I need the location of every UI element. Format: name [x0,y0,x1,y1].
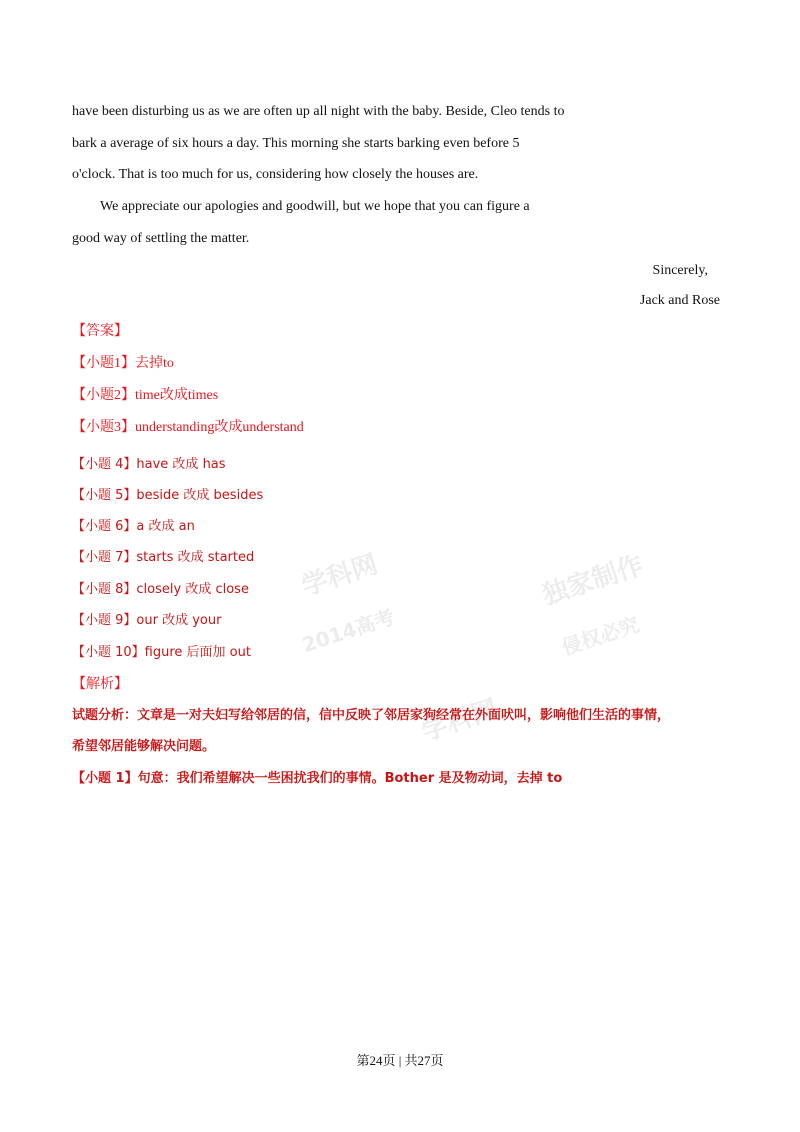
answer-item: 【小题 9】our 改成 your [72,613,222,628]
analysis-line: 试题分析：文章是一对夫妇写给邻居的信，信中反映了邻居家狗经常在外面吠叫，影响他们生活的事情， [72,708,671,723]
page-number: 第24页 | 共27页 [356,1053,444,1068]
letter-line: o'clock. That is too much for us, considering how closely the houses are. [72,167,479,182]
letter-line: We appreciate our apologies and goodwill, but we hope that you can figure a [100,199,530,214]
letter-line: bark a average of six hours a day. This morning she starts barking even before 5 [72,136,520,151]
answer-item: 【小题 10】figure 后面加 out [72,645,251,660]
watermark: 独家制作 [538,550,647,612]
letter-signature: Jack and Rose [639,293,720,308]
answer-item: 【小题3】understanding改成understand [72,420,304,435]
watermark: 学科网 [418,694,502,748]
analysis-heading: 【解析】 [72,676,128,692]
answer-item: 【小题2】time改成times [72,388,219,403]
answer-item: 【小题 6】a 改成 an [72,519,195,534]
answer-item: 【小题 7】starts 改成 started [72,550,255,565]
letter-line: have been disturbing us as we are often up all night with the baby. Beside, Cleo tends to [72,104,565,119]
letter-line: good way of settling the matter. [72,231,250,246]
answer-item: 【小题 8】closely 改成 close [72,582,249,597]
answer-item: 【小题 5】beside 改成 besides [72,488,264,503]
letter-closing: Sincerely, [652,263,708,278]
answer-heading: 【答案】 [72,323,128,339]
answer-item: 【小题 4】have 改成 has [72,457,226,472]
watermark: 2014高考 [299,604,398,658]
watermark: 侵权必究 [558,612,643,660]
watermark: 学科网 [298,549,382,603]
answer-item: 【小题1】去掉to [72,356,174,371]
analysis-line: 【小题 1】句意：我们希望解决一些困扰我们的事情。Bother 是及物动词，去掉 to [72,771,563,786]
analysis-line: 希望邻居能够解决问题。 [72,739,216,754]
